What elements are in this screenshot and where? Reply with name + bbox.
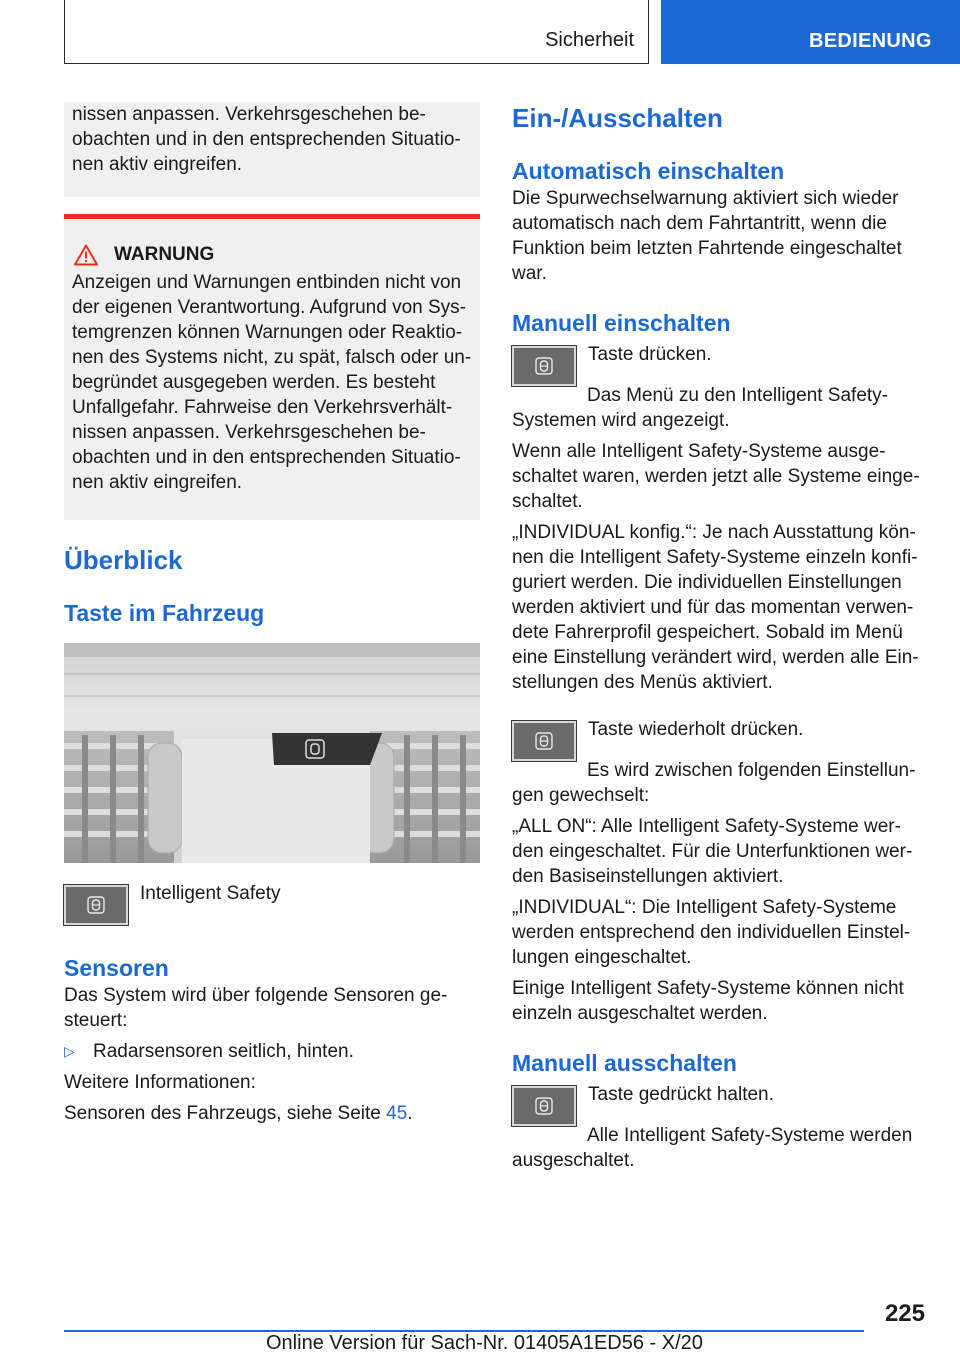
individual-text: „INDIVIDUAL“: Die Intelligent Safety-Systeme werden entsprechend den individuellen Einstellungen eingeschaltet.	[512, 897, 911, 968]
all-on-text: „ALL ON“: Alle Intelligent Safety-Systeme werden eingeschaltet. Für die Unterfunktionen werden Basiseinstellungen aktiviert.	[512, 816, 913, 887]
intelligent-safety-icon	[534, 1096, 554, 1116]
intelligent-safety-button[interactable]	[64, 885, 128, 925]
warning-title-row	[72, 241, 472, 268]
dashboard-illustration	[64, 643, 480, 863]
continued-warning-text: nissen anpassen. Verkehrsgeschehen beobachten und in den entsprechenden Situationen aktiv eingreifen.	[72, 104, 461, 175]
overview-heading: Überblick	[64, 545, 183, 575]
press-key-text: Taste drücken.	[588, 344, 712, 365]
manual-on-key-row	[512, 346, 924, 386]
more-info-label: Weitere Informationen:	[64, 1072, 256, 1093]
right-column	[512, 102, 924, 1173]
on-off-heading: Ein-/Ausschalten	[512, 103, 723, 133]
switch-between-text: Es wird zwischen folgenden Einstellungen gewechselt:	[512, 760, 916, 806]
manual-off-key-row	[512, 1086, 924, 1126]
warning-text: Anzeigen und Warnungen entbinden nicht von der eigenen Verantwortung. Aufgrund von Systemgrenzen können Warnungen oder Reaktionen des Systems nicht, zu spät, falsch oder unbegründet ausgegeben werden. Es besteht Unfallgefahr. Fahrweise den Verkehrsverhältnissen anpassen. Verkehrsgeschehen beobachten und in den entsprechenden Situationen aktiv eingreifen.	[72, 272, 472, 493]
warning-title: WARNUNG	[114, 243, 215, 265]
header-section-box	[64, 0, 649, 64]
menu-shown-text: Das Menü zu den Intelligent Safety-Systemen wird angezeigt.	[512, 385, 889, 431]
warning-triangle-icon	[74, 244, 98, 266]
page-number: 225	[884, 1300, 925, 1327]
intelligent-safety-icon	[534, 731, 554, 751]
see-page-reference	[64, 1101, 480, 1126]
manual-off-heading: Manuell ausschalten	[512, 1050, 737, 1076]
individual-config-text: „INDIVIDUAL konfig.“: Je nach Ausstattung können die Intelligent Safety-Systeme einzeln konfiguriert werden. Die individuellen Einstellungen werden aktiviert und für das momentan verwendete Fahrerprofil gespeichert. Sobald im Menü eine Einstellung verändert wird, werden alle Einstellungen des Menüs aktiviert.	[512, 522, 919, 693]
header-section-label: Sicherheit	[545, 29, 634, 51]
intelligent-safety-caption: Intelligent Safety	[140, 883, 281, 904]
manual-off-button[interactable]	[512, 1086, 576, 1126]
sensors-heading: Sensoren	[64, 955, 169, 981]
press-again-button[interactable]	[512, 721, 576, 761]
see-page-text: Sensoren des Fahrzeugs, siehe Seite	[64, 1103, 387, 1124]
manual-on-button[interactable]	[512, 346, 576, 386]
see-page-link[interactable]: 45	[386, 1103, 408, 1124]
press-again-key-row	[512, 721, 924, 761]
vehicle-button-photo	[64, 643, 480, 863]
bullet-triangle-icon: ▷	[64, 1043, 75, 1059]
header-chapter-label: BEDIENUNG	[809, 30, 932, 52]
auto-on-heading: Automatisch einschalten	[512, 158, 785, 184]
intelligent-safety-key-row	[64, 885, 480, 925]
sensors-text: Das System wird über folgende Sensoren gesteuert:	[64, 985, 448, 1031]
auto-on-text: Die Spurwechselwarnung aktiviert sich wieder automatisch nach dem Fahrtantritt, wenn die Funktion beim letzten Fahrtende eingeschaltet war.	[512, 188, 902, 284]
sensors-bullet-item	[64, 1039, 480, 1064]
see-page-end: .	[407, 1103, 413, 1124]
some-systems-text: Einige Intelligent Safety-Systeme können nicht einzeln ausgeschaltet werden.	[512, 978, 904, 1024]
intelligent-safety-icon	[86, 895, 106, 915]
header-chapter-box	[661, 0, 960, 64]
hold-key-text: Taste gedrückt halten.	[588, 1084, 774, 1105]
manual-on-heading: Manuell einschalten	[512, 310, 731, 336]
online-version-text: Online Version für Sach-Nr. 01405A1ED56 - X/20	[266, 1332, 703, 1354]
if-all-off-text: Wenn alle Intelligent Safety-Systeme ausgeschaltet waren, werden jetzt alle Systeme eingeschaltet.	[512, 441, 920, 512]
left-column	[64, 102, 480, 1126]
intelligent-safety-icon	[534, 356, 554, 376]
button-in-vehicle-heading: Taste im Fahrzeug	[64, 600, 265, 626]
all-off-text: Alle Intelligent Safety-Systeme werden ausgeschaltet.	[512, 1125, 913, 1171]
sensors-bullet-text: Radarsensoren seitlich, hinten.	[93, 1041, 354, 1062]
warning-box	[64, 214, 480, 520]
press-again-text: Taste wiederholt drücken.	[588, 719, 804, 740]
continued-warning-box	[64, 102, 480, 197]
